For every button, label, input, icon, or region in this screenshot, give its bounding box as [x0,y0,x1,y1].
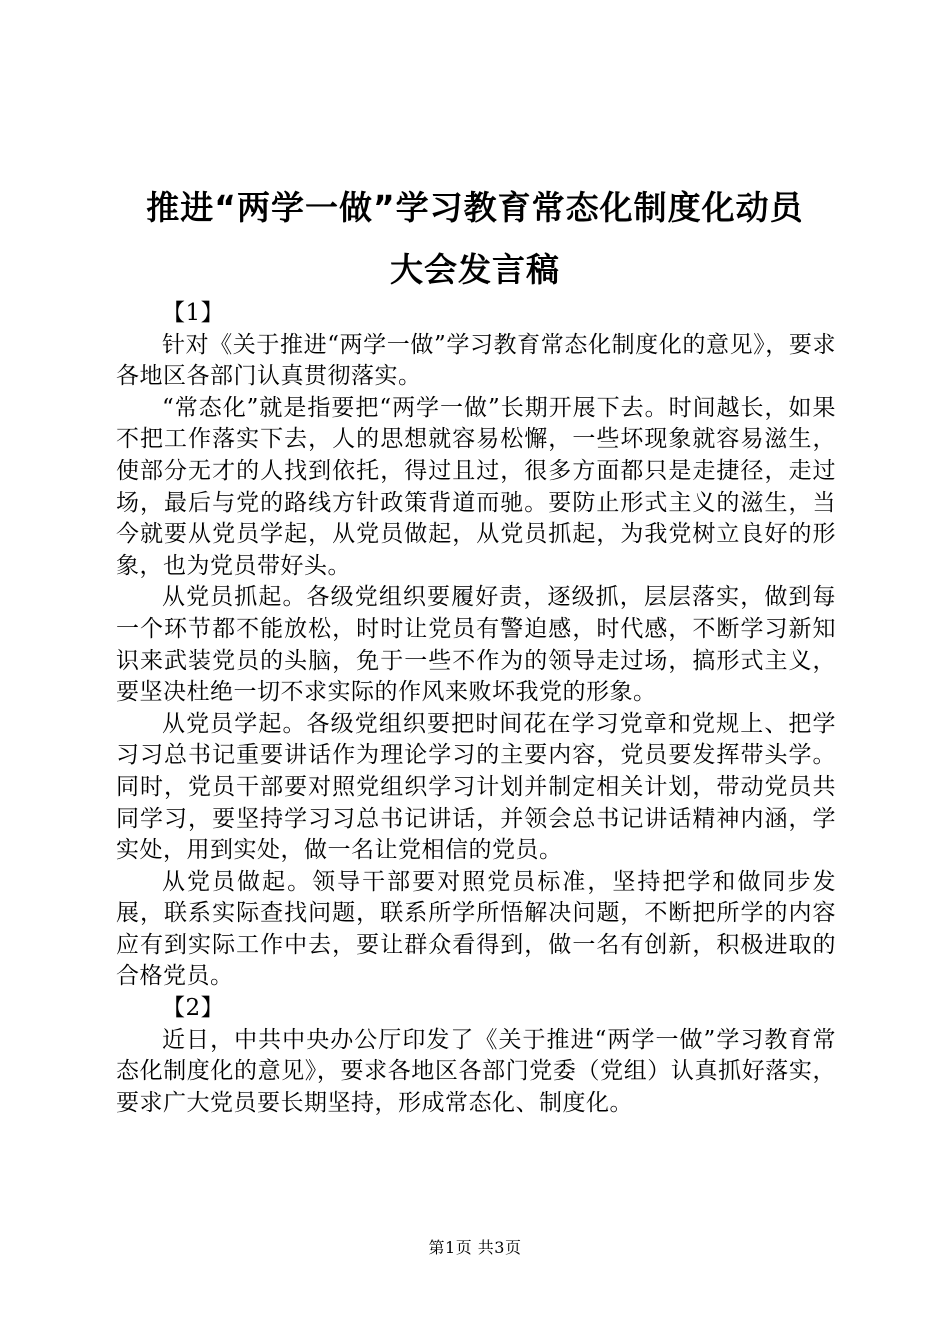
document-title-line-1: 推进“两学一做”学习教育常态化制度化动员 [146,188,804,227]
document-body [116,298,836,1119]
section-marker-1: 【1】 [162,300,225,326]
paragraph: 从党员学起。各级党组织要把时间花在学习党章和党规上、把学习习总书记重要讲话作为理论学习的主要内容，党员要发挥带头学。同时，党员干部要对照党组织学习计划并制定相关计划，带动党员共同学习，要坚持学习习总书记讲话，并领会总书记讲话精神内涵，学实处，用到实处，做一名让党相信的党员。 [116,710,836,864]
paragraph: 针对《关于推进“两学一做”学习教育常态化制度化的意见》，要求各地区各部门认真贯彻落实。 [116,331,836,390]
section-marker-2: 【2】 [162,995,225,1022]
paragraph: 近日，中共中央办公厅印发了《关于推进“两学一做”学习教育常态化制度化的意见》，要求各地区各部门党委（党组）认真抓好落实，要求广大党员要长期坚持，形成常态化、制度化。 [116,1026,836,1116]
document-title-line-2: 大会发言稿 [390,250,560,289]
paragraph: 从党员抓起。各级党组织要履好责，逐级抓，层层落实，做到每一个环节都不能放松，时时让党员有警迫感，时代感，不断学习新知识来武装党员的头脑，免于一些不作为的领导走过场，搞形式主义，要坚决杜绝一切不求实际的作风来败坏我党的形象。 [116,584,836,706]
paragraph: “常态化”就是指要把“两学一做”长期开展下去。时间越长，如果不把工作落实下去，人的思想就容易松懈，一些坏现象就容易滋生，使部分无才的人找到依托，得过且过，很多方面都只是走捷径，走过场，最后与党的路线方针政策背道而驰。要防止形式主义的滋生，当今就要从党员学起，从党员做起，从党员抓起，为我党树立良好的形象，也为党员带好头。 [116,394,836,579]
page-number-footer: 第1页 共3页 [428,1238,522,1257]
paragraph: 从党员做起。领导干部要对照党员标准，坚持把学和做同步发展，联系实际查找问题，联系所学所悟解决问题，不断把所学的内容应有到实际工作中去，要让群众看得到，做一名有创新，积极进取的合格党员。 [116,868,836,990]
